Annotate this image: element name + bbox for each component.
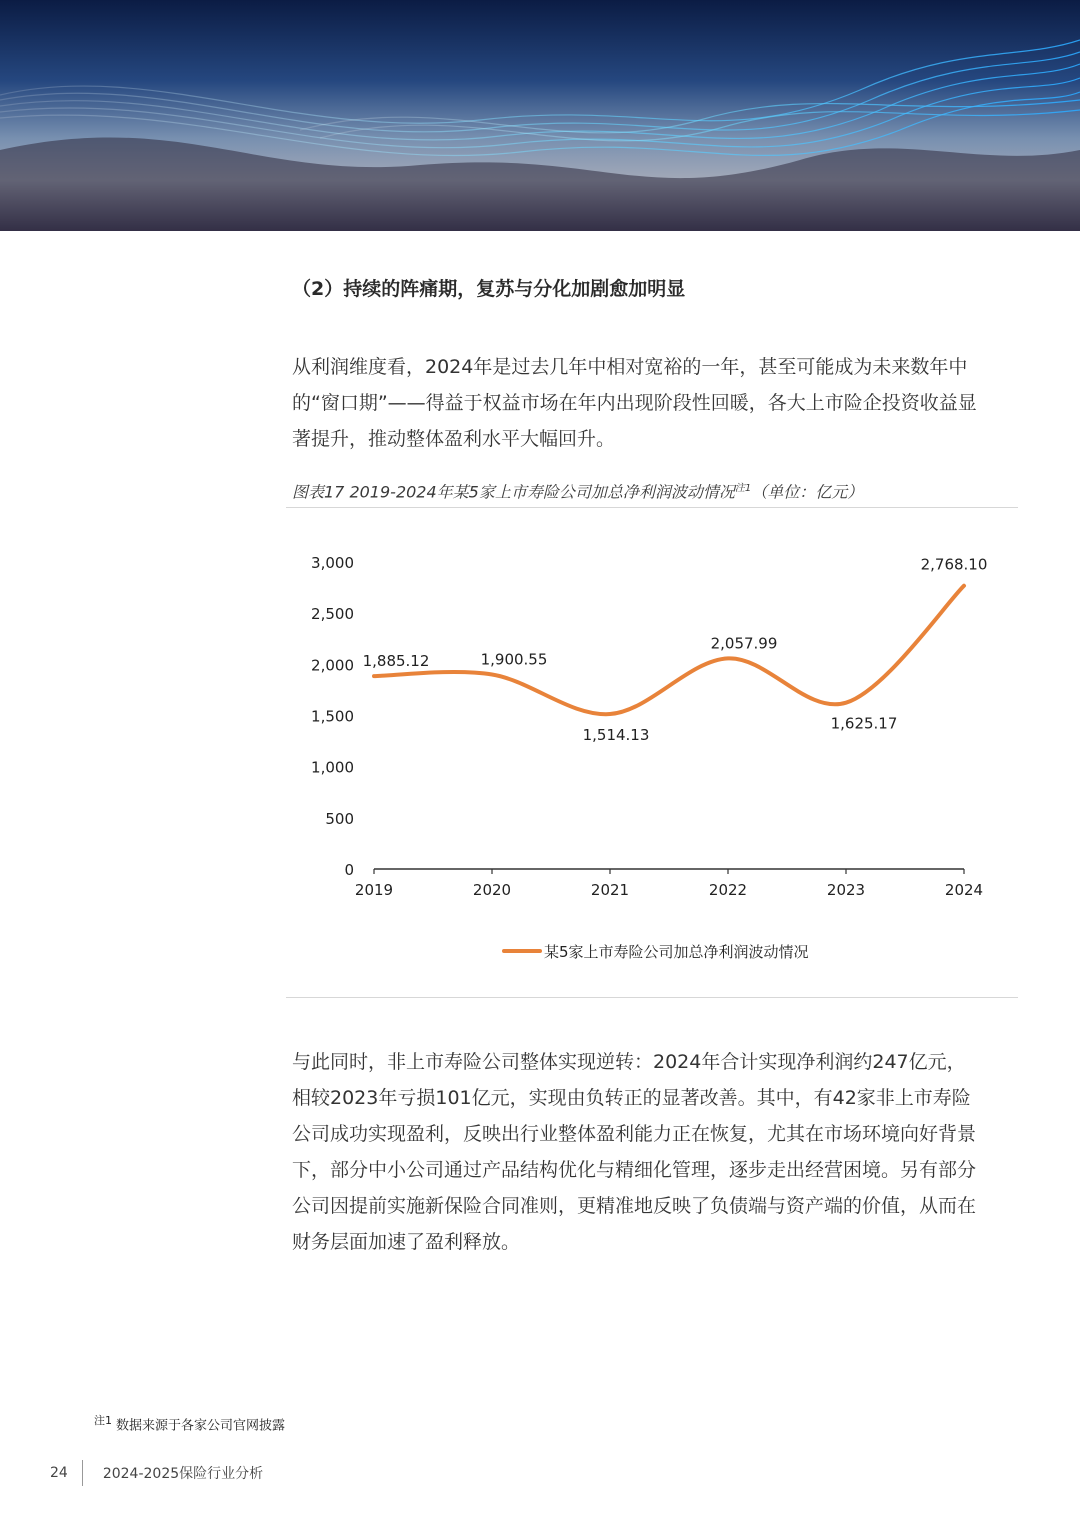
data-label: 2,768.10	[920, 555, 988, 574]
x-tick-label: 2019	[354, 881, 394, 899]
chart-caption-note: 注1	[734, 483, 752, 494]
y-tick-label: 0	[344, 861, 354, 879]
paragraph-body	[292, 1044, 1016, 1260]
data-label: 1,514.13	[582, 726, 650, 745]
page-number: 24	[50, 1465, 68, 1481]
paragraph-line: 下，部分中小公司通过产品结构优化与精细化管理，逐步走出经营困境。另有部分	[292, 1159, 977, 1181]
chart-bottom-rule	[286, 997, 1018, 998]
paragraph-line: 著提升，推动整体盈利水平大幅回升。	[292, 428, 616, 450]
y-tick-label: 3,000	[311, 554, 354, 572]
footer-divider	[82, 1460, 83, 1486]
header-banner-image	[0, 0, 1080, 231]
data-label: 2,057.99	[710, 634, 778, 653]
footnote-text: 数据来源于各家公司官网披露	[116, 1418, 286, 1434]
paragraph-intro	[292, 349, 1016, 457]
footnote-mark: 注1	[94, 1414, 112, 1427]
paragraph-line: 财务层面加速了盈利释放。	[292, 1231, 521, 1253]
chart-caption	[292, 479, 863, 502]
paragraph-line: 相较2023年亏损101亿元，实现由负转正的显著改善。其中，有42家非上市寿险	[292, 1087, 971, 1109]
data-label: 1,625.17	[830, 714, 898, 733]
paragraph-line: 公司因提前实施新保险合同准则，更精准地反映了负债端与资产端的价值，从而在	[292, 1195, 977, 1217]
x-tick-label: 2022	[708, 881, 748, 899]
y-tick-label: 1,000	[311, 758, 354, 777]
y-tick-label: 500	[325, 809, 354, 828]
paragraph-line: 的“窗口期”——得益于权益市场在年内出现阶段性回暖，各大上市险企投资收益显	[292, 392, 977, 414]
x-tick-label: 2021	[590, 881, 630, 899]
footnote	[94, 1412, 285, 1433]
footer-title: 2024-2025保险行业分析	[102, 1466, 264, 1482]
x-tick-label: 2023	[826, 881, 866, 899]
x-tick-label: 2024	[944, 881, 984, 899]
chart-caption-unit: （单位：亿元）	[751, 482, 864, 502]
y-tick-label: 2,500	[311, 605, 354, 624]
series-line	[374, 586, 964, 714]
legend-label: 某5家上市寿险公司加总净利润波动情况	[544, 943, 809, 961]
page-footer	[50, 1460, 263, 1486]
chart-top-rule	[286, 507, 1018, 508]
paragraph-line: 公司成功实现盈利，反映出行业整体盈利能力正在恢复，尤其在市场环境向好背景	[292, 1123, 977, 1145]
chart-caption-text: 图表17 2019-2024年某5家上市寿险公司加总净利润波动情况	[292, 482, 735, 502]
data-label: 1,885.12	[362, 652, 430, 671]
y-tick-label: 2,000	[311, 656, 354, 675]
paragraph-line: 从利润维度看，2024年是过去几年中相对宽裕的一年，甚至可能成为未来数年中	[292, 356, 968, 378]
line-chart	[286, 510, 1018, 990]
paragraph-line: 与此同时，非上市寿险公司整体实现逆转：2024年合计实现净利润约247亿元，	[292, 1051, 966, 1073]
wave-graphic	[0, 0, 1080, 231]
data-label: 1,900.55	[480, 650, 548, 669]
section-heading: （2）持续的阵痛期，复苏与分化加剧愈加明显	[292, 278, 686, 300]
y-tick-label: 1,500	[311, 707, 354, 726]
x-tick-label: 2020	[472, 881, 512, 899]
